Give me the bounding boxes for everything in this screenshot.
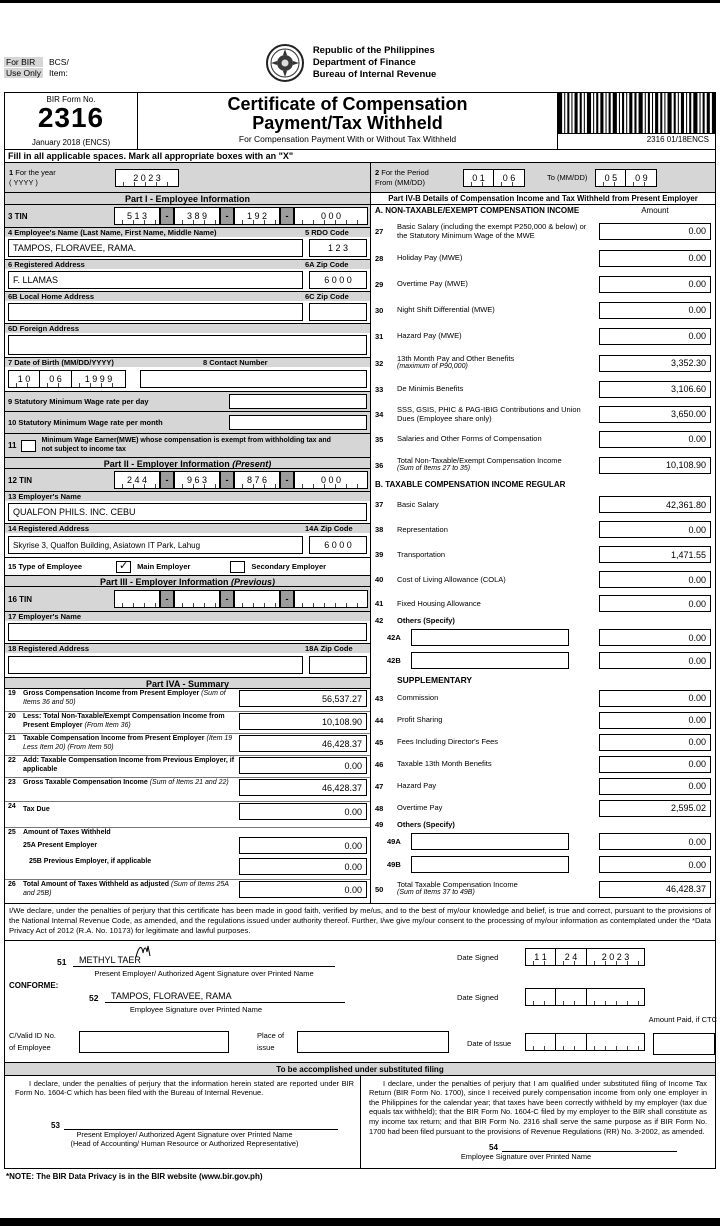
summary-row-23: 23 Gross Taxable Compensation Income (Sum of Items 21 and 22) 46,428.37 xyxy=(5,777,370,801)
wage-per-month-row xyxy=(5,411,370,433)
wage-per-day-label: 9 Statutory Minimum Wage rate per day xyxy=(8,397,149,406)
foreign-address-label-strip xyxy=(5,323,370,333)
date51-yyyy[interactable]: 2 0 2 3 xyxy=(587,948,645,966)
employee-name-labels xyxy=(5,227,370,237)
mwe-number: 11 xyxy=(8,441,17,450)
form-no-label: BIR Form No. xyxy=(46,95,96,104)
line54-signature-line[interactable] xyxy=(502,1142,677,1152)
amount-43[interactable]: 0.00 xyxy=(599,690,711,707)
amount-35[interactable]: 0.00 xyxy=(599,431,711,448)
rdo-code-input[interactable]: 1 2 3 xyxy=(309,239,367,257)
year-input[interactable]: 2 0 2 3 xyxy=(115,169,179,187)
period-from-mm-input[interactable]: 0 1 xyxy=(463,169,494,187)
amount-36[interactable]: 10,108.90 xyxy=(599,457,711,474)
amount-48[interactable]: 2,595.02 xyxy=(599,800,711,817)
row-49b: 49B 0.00 xyxy=(371,853,715,876)
specify-42a-input[interactable] xyxy=(411,629,569,646)
previous-tin-2[interactable] xyxy=(174,590,220,608)
part1-header: Part I - Employee Information xyxy=(5,193,370,205)
line53-signature-line[interactable] xyxy=(64,1120,338,1130)
summary-row-26: 26 Total Amount of Taxes Withheld as adjusted (Sum of Items 25A and 25B) 0.00 xyxy=(5,879,370,903)
row-38: 38 Representation 0.00 xyxy=(371,517,715,542)
for-bir-label: For BIR xyxy=(4,57,43,67)
row-42-label: 42 Others (Specify) xyxy=(375,615,455,625)
amount-25a[interactable]: 0.00 xyxy=(239,837,367,854)
form-title-line1: Certificate of Compensation xyxy=(227,94,468,114)
row-47: 47 Hazard Pay 0.00 xyxy=(371,775,715,797)
period-to-mm-input[interactable]: 0 5 xyxy=(595,169,626,187)
form-number: 2316 xyxy=(37,102,105,133)
employer-zip-input[interactable]: 6 0 0 0 xyxy=(309,536,367,554)
zip-code-label: 6A Zip Code xyxy=(305,260,349,269)
previous-tin-label: 16 TIN xyxy=(8,594,33,604)
date-of-birth-label: 7 Date of Birth (MM/DD/YYYY) xyxy=(8,358,114,367)
period-to-dd-input[interactable]: 0 9 xyxy=(626,169,657,187)
dob-mm-input[interactable]: 1 0 xyxy=(8,370,40,388)
gov-line-bureau: Bureau of Internal Revenue xyxy=(312,68,437,80)
amount-paid-input[interactable] xyxy=(653,1033,715,1055)
amount-45[interactable]: 0.00 xyxy=(599,734,711,751)
amount-20[interactable]: 10,108.90 xyxy=(239,713,367,730)
employer-tin-4[interactable]: 0 0 0 xyxy=(294,471,368,489)
previous-address-labels xyxy=(5,643,370,653)
amount-column-header: Amount xyxy=(641,206,669,215)
bottom-border-bar xyxy=(0,1218,720,1226)
gov-line-republic: Republic of the Philippines xyxy=(312,45,435,57)
employee-tin-row xyxy=(5,205,370,227)
main-employer-label: Main Employer xyxy=(137,562,191,571)
fill-instructions: Fill in all applicable spaces. Mark all appropriate boxes with an "X" xyxy=(5,150,715,163)
summary-row-22: 22 Add: Taxable Compensation Income from Previous Employer, if applicable 0.00 xyxy=(5,755,370,777)
year-period-row xyxy=(5,163,715,193)
row-42b: 42B 0.00 xyxy=(371,649,715,672)
specify-42b-input[interactable] xyxy=(411,652,569,669)
amount-50[interactable]: 46,428.37 xyxy=(599,881,711,898)
type-of-employee-label: 15 Type of Employee xyxy=(8,562,83,571)
substituted-left-declaration: I declare, under the penalties of perjury that the information herein stated are reported under BIR Form No. 1604-C which has been filed with the Bureau of Internal Revenue. xyxy=(15,1078,354,1098)
amount-32[interactable]: 3,352.30 xyxy=(599,355,711,372)
employer-tin-row xyxy=(5,469,370,491)
ctc-id-label-2: of Employee xyxy=(9,1042,51,1052)
amount-41[interactable]: 0.00 xyxy=(599,595,711,612)
previous-zip-label: 18A Zip Code xyxy=(305,644,353,653)
local-home-address-input[interactable] xyxy=(8,303,303,321)
row-27: 27 Basic Salary (including the exempt P250,000 & below) or the Statutory Minimum Wage of the MWE 0.00 xyxy=(371,217,715,245)
date52-mm[interactable] xyxy=(525,988,556,1006)
date-signed-label-52: Date Signed xyxy=(457,992,499,1002)
date-of-issue-label: Date of Issue xyxy=(467,1038,512,1048)
previous-employer-tin-row xyxy=(5,587,370,611)
employer-address-input[interactable]: Skyrise 3, Qualfon Building, Asiatown IT Park, Lahug xyxy=(8,536,303,554)
dob-yyyy-input[interactable]: 1 9 9 9 xyxy=(72,370,126,388)
amount-47[interactable]: 0.00 xyxy=(599,778,711,795)
employee-tin-label: 3 TIN xyxy=(8,211,28,221)
amount-23[interactable]: 46,428.37 xyxy=(239,779,367,796)
conforme-label: CONFORME: xyxy=(9,980,59,990)
right-column xyxy=(371,193,715,903)
amount-29[interactable]: 0.00 xyxy=(599,276,711,293)
summary-row-25b: 25B Previous Employer, if applicable 0.00 xyxy=(5,857,370,879)
row-49a: 49A 0.00 xyxy=(371,830,715,853)
ctc-id-label-1: C/Valid ID No. xyxy=(9,1030,56,1040)
row-40: 40 Cost of Living Allowance (COLA) 0.00 xyxy=(371,567,715,592)
tin-dash: - xyxy=(220,590,234,608)
employee-tin-4[interactable]: 0 0 0 xyxy=(294,207,368,225)
section-b-header-row xyxy=(371,479,715,492)
secondary-employer-label: Secondary Employer xyxy=(251,562,327,571)
line52-number: 52 xyxy=(89,992,99,1003)
line54-number: 54 xyxy=(489,1143,498,1153)
section-b-title: B. TAXABLE COMPENSATION INCOME REGULAR xyxy=(375,480,566,489)
zip-code-input[interactable]: 6 0 0 0 xyxy=(309,271,367,289)
previous-zip-input[interactable] xyxy=(309,656,367,674)
period-from-label: From (MM/DD) xyxy=(375,177,425,187)
previous-employer-name-input[interactable] xyxy=(8,623,367,641)
row-31: 31 Hazard Pay (MWE) 0.00 xyxy=(371,323,715,349)
tin-dash: - xyxy=(220,471,234,489)
employee-name-input[interactable]: TAMPOS, FLORAVEE, RAMA. xyxy=(8,239,303,257)
tin-dash: - xyxy=(280,471,294,489)
place-of-issue-label-2: issue xyxy=(257,1042,275,1052)
bcs-label: BCS/ xyxy=(48,57,69,67)
row-43: 43 Commission 0.00 xyxy=(371,687,715,709)
form-header xyxy=(0,3,720,92)
contact-number-label: 8 Contact Number xyxy=(203,358,268,367)
dob-dd-input[interactable]: 0 6 xyxy=(40,370,72,388)
foreign-address-label: 6D Foreign Address xyxy=(8,324,79,333)
declaration-paragraph: I/We declare, under the penalties of perjury that this certificate has been made in good faith, verified by me/us, and to the best of my/our knowledge and belief, is true and correct, pursuant to the provisions of the National Internal Revenue Code, as amended, and the regulations issued under authority thereof. Further, I/we give my/our consent to the processing of my/our information as contemplated under the *Data Privacy Act of 2012 (R.A. No. 10173) for legitimate and lawful purposes. xyxy=(5,904,715,941)
issue-yyyy[interactable] xyxy=(587,1033,645,1051)
section-a-header-row xyxy=(371,205,715,217)
part2-header: Part II - Employer Information (Present) xyxy=(5,457,370,469)
tin-dash: - xyxy=(160,590,174,608)
part4b-header: Part IV-B Details of Compensation Income and Tax Withheld from Present Employer xyxy=(371,193,715,205)
form-body-frame xyxy=(4,92,716,1169)
local-zip-code-label: 6C Zip Code xyxy=(305,292,349,301)
date-of-issue-boxes[interactable] xyxy=(525,1033,645,1051)
substituted-filing-bar: To be accomplished under substituted filing xyxy=(5,1063,715,1076)
row-49-label: 49 Others (Specify) xyxy=(375,819,455,829)
employer-zip-label: 14A Zip Code xyxy=(305,524,353,533)
date-signed-52[interactable] xyxy=(525,988,645,1006)
substituted-filing-columns xyxy=(5,1076,715,1168)
row-44: 44 Profit Sharing 0.00 xyxy=(371,709,715,731)
amount-paid-label: Amount Paid, if CTC xyxy=(648,1014,717,1024)
main-columns xyxy=(5,193,715,904)
foreign-address-input[interactable] xyxy=(8,335,367,355)
amount-44[interactable]: 0.00 xyxy=(599,712,711,729)
employee-name-label: 4 Employee's Name (Last Name, First Name, Middle Name) xyxy=(8,228,217,237)
form-title-line2: Payment/Tax Withheld xyxy=(252,112,443,133)
line54 xyxy=(489,1142,677,1152)
period-from-dd-input[interactable]: 0 6 xyxy=(494,169,525,187)
previous-tin-1[interactable] xyxy=(114,590,160,608)
specify-49a-input[interactable] xyxy=(411,833,569,850)
row-30: 30 Night Shift Differential (MWE) 0.00 xyxy=(371,297,715,323)
place-of-issue-label-1: Place of xyxy=(257,1030,285,1040)
rdo-code-label: 5 RDO Code xyxy=(305,228,349,237)
row-39: 39 Transportation 1,471.55 xyxy=(371,542,715,567)
previous-tin-3[interactable] xyxy=(234,590,280,608)
issue-dd[interactable] xyxy=(556,1033,587,1051)
amount-37[interactable]: 42,361.80 xyxy=(599,496,711,513)
barcode xyxy=(558,93,715,133)
contact-number-input[interactable] xyxy=(140,370,367,388)
summary-row-25a: 25 Amount of Taxes Withheld 25A Present Employer 0.00 xyxy=(5,827,370,857)
date52-dd[interactable] xyxy=(556,988,587,1006)
item1-number: 1 xyxy=(9,167,14,177)
line51-number: 51 xyxy=(57,956,67,967)
employer-name-label-strip xyxy=(5,491,370,501)
previous-address-label: 18 Registered Address xyxy=(8,644,90,653)
row-45: 45 Fees Including Director's Fees 0.00 xyxy=(371,731,715,753)
row-41: 41 Fixed Housing Allowance 0.00 xyxy=(371,592,715,615)
specify-49b-input[interactable] xyxy=(411,856,569,873)
row-28: 28 Holiday Pay (MWE) 0.00 xyxy=(371,245,715,271)
employer-tin-2[interactable]: 9 6 3 xyxy=(174,471,220,489)
employer-signature-line[interactable]: METHYL TAER xyxy=(73,947,335,967)
data-privacy-note: *NOTE: The BIR Data Privacy is in the BIR website (www.bir.gov.ph) xyxy=(6,1171,263,1181)
summary-row-24: 24 Tax Due 0.00 xyxy=(5,801,370,827)
amount-42a[interactable]: 0.00 xyxy=(599,629,711,646)
employer-tin-1[interactable]: 2 4 4 xyxy=(114,471,160,489)
barcode-caption: 2316 01/18ENCS xyxy=(558,133,715,144)
form-subtitle: For Compensation Payment With or Without Tax Withheld xyxy=(238,133,457,144)
dob-contact-labels xyxy=(5,357,370,367)
amount-28[interactable]: 0.00 xyxy=(599,250,711,267)
secondary-employer-checkbox[interactable] xyxy=(230,561,245,573)
item-label: Item: xyxy=(48,68,68,78)
employee-signature-line[interactable]: TAMPOS, FLORAVEE, RAMA xyxy=(105,983,345,1003)
row-42a: 42A 0.00 xyxy=(371,626,715,649)
bir-seal-icon xyxy=(265,43,305,83)
row-46: 46 Taxable 13th Month Benefits 0.00 xyxy=(371,753,715,775)
line52-caption: Employee Signature over Printed Name xyxy=(129,1004,263,1014)
amount-38[interactable]: 0.00 xyxy=(599,521,711,538)
tin-dash: - xyxy=(160,207,174,225)
summary-row-21: 21 Taxable Compensation Income from Present Employer (Item 19 Less Item 20) (From Item 50) 46,428.37 xyxy=(5,733,370,755)
item2-number: 2 xyxy=(375,167,380,177)
amount-34[interactable]: 3,650.00 xyxy=(599,406,711,423)
wage-per-month-input[interactable] xyxy=(229,415,367,430)
supplementary-header: SUPPLEMENTARY xyxy=(397,675,473,685)
use-only-label: Use Only xyxy=(6,68,41,78)
local-home-address-labels xyxy=(5,291,370,301)
row-33: 33 De Minimis Benefits 3,106.60 xyxy=(371,377,715,401)
amount-46[interactable]: 0.00 xyxy=(599,756,711,773)
previous-address-input[interactable] xyxy=(8,656,303,674)
amount-27[interactable]: 0.00 xyxy=(599,223,711,240)
tin-dash: - xyxy=(160,471,174,489)
employer-tin-label: 12 TIN xyxy=(8,475,33,485)
line53 xyxy=(51,1120,338,1130)
amount-25b[interactable]: 0.00 xyxy=(239,858,367,875)
amount-42b[interactable]: 0.00 xyxy=(599,652,711,669)
employer-name-label: 13 Employer's Name xyxy=(8,492,82,501)
tin-dash: - xyxy=(220,207,234,225)
employer-tin-3[interactable]: 8 7 6 xyxy=(234,471,280,489)
summary-row-19: 19 Gross Compensation Income from Present Employer (Sum of Items 36 and 50) 56,537.27 xyxy=(5,689,370,711)
amount-33[interactable]: 3,106.60 xyxy=(599,381,711,398)
amount-49b[interactable]: 0.00 xyxy=(599,856,711,873)
year-label: For the year xyxy=(15,167,56,177)
tin-dash: - xyxy=(280,207,294,225)
local-home-address-label: 6B Local Home Address xyxy=(8,292,94,301)
row-36: 36 Total Non-Taxable/Exempt Compensation Income (Sum of Items 27 to 35) 10,108.90 xyxy=(371,451,715,479)
date52-yyyy[interactable] xyxy=(587,988,645,1006)
registered-address-labels xyxy=(5,259,370,269)
employee-tin-3[interactable]: 1 9 2 xyxy=(234,207,280,225)
row-29: 29 Overtime Pay (MWE) 0.00 xyxy=(371,271,715,297)
amount-21[interactable]: 46,428.37 xyxy=(239,735,367,752)
previous-employer-name-label: 17 Employer's Name xyxy=(8,612,82,621)
gov-line-department: Department of Finance xyxy=(312,57,416,69)
line54-caption: Employee Signature over Printed Name xyxy=(460,1152,592,1162)
title-row xyxy=(5,93,715,150)
amount-30[interactable]: 0.00 xyxy=(599,302,711,319)
amount-22[interactable]: 0.00 xyxy=(239,757,367,774)
part4a-header: Part IVA - Summary xyxy=(5,677,370,689)
tin-dash: - xyxy=(280,590,294,608)
amount-49a[interactable]: 0.00 xyxy=(599,833,711,850)
signature-block xyxy=(5,941,715,1063)
main-employer-checkbox[interactable]: ✓ xyxy=(116,561,131,573)
place-of-issue-input[interactable] xyxy=(297,1031,449,1053)
mwe-row xyxy=(5,433,370,457)
row-48: 48 Overtime Pay 2,595.02 xyxy=(371,797,715,819)
row-32: 32 13th Month Pay and Other Benefits (maximum of P90,000) 3,352.30 xyxy=(371,349,715,377)
type-of-employee-row xyxy=(5,557,370,575)
row-37: 37 Basic Salary 42,361.80 xyxy=(371,492,715,517)
mwe-label: Minimum Wage Earner(MWE) whose compensation is exempt from withholding tax and not subject to income tax xyxy=(41,436,331,453)
date-signed-51[interactable] xyxy=(525,948,645,966)
left-column xyxy=(5,193,371,903)
date51-dd[interactable]: 2 4 xyxy=(556,948,587,966)
row-50: 50 Total Taxable Compensation Income (Sum of Items 37 to 49B) 46,428.37 xyxy=(371,876,715,902)
previous-tin-4[interactable] xyxy=(294,590,368,608)
employer-name-input[interactable]: QUALFON PHILS. INC. CEBU xyxy=(8,503,367,521)
date-signed-label-51: Date Signed xyxy=(457,952,499,962)
line53-number: 53 xyxy=(51,1120,60,1130)
wage-per-day-input[interactable] xyxy=(229,394,367,409)
year-sublabel: ( YYYY ) xyxy=(9,177,38,187)
row-34: 34 SSS, GSIS, PHIC & PAG-IBIG Contributions and Union Dues (Employee share only) 3,650.00 xyxy=(371,401,715,427)
line53-caption2: (Head of Accounting/ Human Resource or Authorized Representative) xyxy=(70,1139,299,1149)
date51-mm[interactable]: 1 1 xyxy=(525,948,556,966)
amount-26[interactable]: 0.00 xyxy=(239,881,367,898)
line53-caption1: Present Employer/ Authorized Agent Signature over Printed Name xyxy=(76,1129,293,1139)
period-to-label: To (MM/DD) xyxy=(547,173,588,182)
period-label: For the Period xyxy=(381,167,429,177)
amount-19[interactable]: 56,537.27 xyxy=(239,690,367,707)
employer-address-labels xyxy=(5,523,370,533)
amount-39[interactable]: 1,471.55 xyxy=(599,546,711,563)
registered-address-label: 6 Registered Address xyxy=(8,260,85,269)
previous-employer-name-strip xyxy=(5,611,370,621)
amount-24[interactable]: 0.00 xyxy=(239,803,367,820)
employer-address-label: 14 Registered Address xyxy=(8,524,90,533)
employee-tin-1[interactable]: 5 1 3 xyxy=(114,207,160,225)
form-edition: January 2018 (ENCS) xyxy=(31,138,111,147)
wage-per-month-label: 10 Statutory Minimum Wage rate per month xyxy=(8,418,163,427)
registered-address-input[interactable]: F. LLAMAS xyxy=(8,271,303,289)
summary-row-20: 20 Less: Total Non-Taxable/Exempt Compensation Income from Present Employer (From Item 36) 10,108.90 xyxy=(5,711,370,733)
issue-mm[interactable] xyxy=(525,1033,556,1051)
line51-caption: Present Employer/ Authorized Agent Signature over Printed Name xyxy=(94,968,314,978)
ctc-id-input[interactable] xyxy=(79,1031,229,1053)
amount-40[interactable]: 0.00 xyxy=(599,571,711,588)
part3-header: Part III - Employer Information (Previous) xyxy=(5,575,370,587)
mwe-checkbox[interactable] xyxy=(21,440,36,452)
wage-per-day-row xyxy=(5,391,370,411)
section-a-title: A. NON-TAXABLE/EXEMPT COMPENSATION INCOME xyxy=(375,206,580,215)
local-zip-code-input[interactable] xyxy=(309,303,367,321)
bir-use-only-block xyxy=(4,57,69,78)
employee-tin-2[interactable]: 3 8 9 xyxy=(174,207,220,225)
substituted-right-declaration: I declare, under the penalties of perjury that I am qualified under substituted filing of Income Tax Return (BIR Form No. 1700), since I received purely compensation income from only one employer in the Philippines for the calendar year; that taxes have been correctly withheld by my employer (tax due equals tax withheld); that the BIR Form No. 1604-C filed by my employer to the BIR shall constitute as my income tax return; and that BIR Form No. 2316 shall serve the same purpose as if BIR Form No. 1700 had been filed pursuant to the provisions of Revenue Regulations (RR) No. 3-2002, as amended. xyxy=(369,1078,707,1136)
row-35: 35 Salaries and Other Forms of Compensation 0.00 xyxy=(371,427,715,451)
amount-31[interactable]: 0.00 xyxy=(599,328,711,345)
